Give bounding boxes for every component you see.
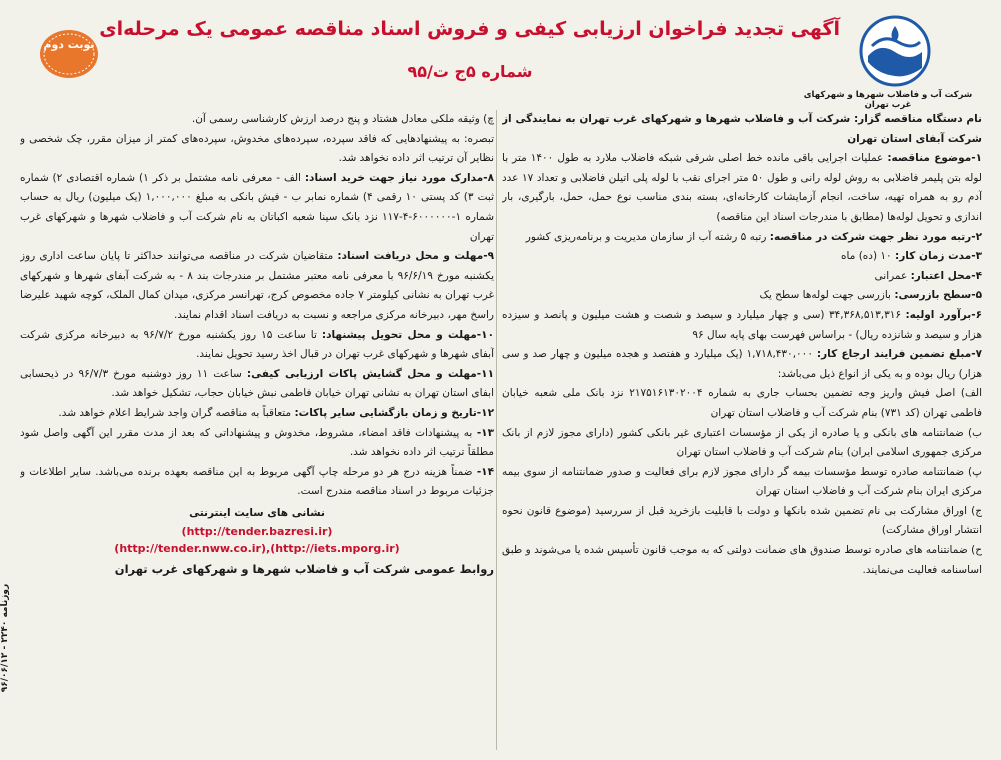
- clause: [20, 130, 494, 169]
- website-link-2[interactable]: (http://tender.nww.co.ir),(http://iets.mporg.ir): [114, 542, 400, 556]
- clause-heading: ۴-محل اعتبار:: [910, 269, 982, 282]
- clause-heading: ۹-مهلت و محل دریافت اسناد:: [337, 250, 494, 263]
- clause-text: ح) ضمانتنامه های صادره توسط صندوق های ضمانت دولتی که به موجب قانون تأسیس شده یا می‌شوند و طبق اساسنامه فعالیت می‌نمایند.: [502, 544, 982, 576]
- clause-text: عمرانی: [874, 269, 908, 282]
- website-link-1[interactable]: (http://tender.bazresi.ir): [181, 525, 333, 539]
- clause-heading: نام دستگاه مناقصه گزار: شرکت آب و فاضلاب شهرها و شهرکهای غرب تهران به نمایندگی از شرکت آبفای استان تهران: [502, 113, 982, 145]
- clause-text: الف) اصل فیش واریز وجه تضمین بحساب جاری به شماره ۲۱۷۵۱۶۱۳۰۲۰۰۴ نزد بانک ملی شعبه خیابان فاطمی تهران (کد ۷۳۱) بنام شرکت آب و فاضلاب استان تهران: [502, 387, 982, 419]
- clause-text: تبصره: به پیشنهادهایی که فاقد سپرده، سپرده‌های مخدوش، سپرده‌های کمتر از میزان مقرر، چک شخصی و نظایر آن ترتیب اثر داده نخواهد شد.: [20, 132, 494, 165]
- clause-text: ضمناً هزینه درج هر دو مرحله چاپ آگهی مربوط به این مناقصه بعهده برنده می‌باشد. سایر اطلاعات و جزئیات مربوط در اسناد مناقصه مندرج است.: [20, 465, 494, 498]
- clause: [20, 169, 494, 247]
- clause-text: به پیشنهادات فاقد امضاء، مشروط، مخدوش و پیشنهاداتی که بعد از مدت مقرر این آگهی واصل شود مطلقاً ترتیب اثر داده نخواهد شد.: [20, 426, 494, 459]
- clause-text: ۱۰ (ده) ماه: [841, 250, 892, 263]
- websites-label: نشانی های سایت اینترنتی: [189, 506, 325, 519]
- clause: [502, 424, 982, 463]
- left-column-items: [20, 110, 494, 502]
- clause: [502, 384, 982, 423]
- clause: [20, 110, 494, 130]
- clause-text: ۳۴,۳۶۸,۵۱۳,۳۱۶ (سی و چهار میلیارد و سیصد و شصت و هشت میلیون و پانصد و سیزده هزار و سیصد و شانزده ریال) - براساس فهرست بهای پایه سال ۹۶: [502, 308, 982, 341]
- logo-caption: شرکت آب و فاضلاب شهرها و شهرکهای غرب تهران: [803, 90, 973, 110]
- clause-text: ۱,۷۱۸,۴۳۰,۰۰۰ (یک میلیارد و هفتصد و هجده میلیون و چهار صد و سی هزار) ریال بوده و به یکی از انواع ذیل می‌باشد:: [502, 348, 982, 380]
- clause-heading: ۱۳-: [476, 426, 494, 439]
- notice-title: آگهی تجدید فراخوان ارزیابی کیفی و فروش اسناد مناقصه عمومی یک مرحله‌ای: [99, 18, 840, 40]
- clause-heading: ۸-مدارک مورد نیاز جهت خرید اسناد:: [304, 171, 494, 184]
- clause: [20, 247, 494, 325]
- websites-block: [20, 504, 494, 558]
- clause-text: عملیات اجرایی باقی مانده خط اصلی شرقی شبکه فاضلاب ملارد به طول ۱۴۰۰ متر با لوله بتن پلیمر فاضلابی به روش لوله رانی و طول ۵۰ متر اجرای نقب با لوله پلی اتیلن فاضلابی و تعداد ۱۷ عدد آدم رو به همراه تهیه، ساخت، انجام آزمایشات کارخانه‌ای، بسته بندی مناسب نوع حمل، حمل، بارگیری، بار اندازی و تحویل لوله‌ها (مطابق با مندرجات اسناد این مناقصه): [502, 152, 982, 223]
- badge-label: نوبت دوم: [43, 38, 95, 51]
- clause-text: پ) ضمانتنامه صادره توسط مؤسسات بیمه گر دارای مجوز لازم برای فعالیت و صدور ضمانتنامه از سوی بیمه مرکزی ایران بنام شرکت آب و فاضلاب استان تهران: [502, 465, 982, 498]
- clause-heading: ۲-رتبه مورد نظر جهت شرکت در مناقصه:: [769, 230, 982, 243]
- clause-heading: ۱۴-: [476, 465, 494, 478]
- clause-heading: ۱۲-تاریخ و زمان بازگشایی سایر پاکات:: [294, 406, 494, 419]
- clause: [502, 247, 982, 267]
- footer-public-relations: روابط عمومی شرکت آب و فاضلاب شهرها و شهرکهای غرب تهران: [114, 562, 494, 577]
- clause: [502, 345, 982, 384]
- clause-heading: ۱۱-مهلت و محل گشایش پاکات ارزیابی کیفی:: [246, 367, 494, 380]
- clause-heading: ۱-موضوع مناقصه:: [887, 152, 982, 165]
- clause: [20, 463, 494, 502]
- side-strip-date: روزنامه ۲۲۴۰ - ۹۶/۰۶/۱۲: [0, 583, 10, 693]
- clause: [502, 267, 982, 287]
- clause: [20, 404, 494, 424]
- clause-text: تا ساعت ۱۵ روز یکشنبه مورخ ۹۶/۷/۲ به دبیرخانه مرکزی شرکت آبفای شهرها و شهرکهای غرب تهران در قبال اخذ رسید تحویل نمایند.: [20, 328, 494, 361]
- clause: [20, 326, 494, 365]
- round-badge-icon: [38, 28, 100, 80]
- clause-heading: ۶-برآورد اولیه:: [905, 308, 982, 321]
- clause: [502, 463, 982, 502]
- clause: [502, 228, 982, 248]
- clause-heading: ۷-مبلغ تضمین فرایند ارجاع کار:: [816, 348, 982, 361]
- clause-text: ساعت ۱۱ روز دوشنبه مورخ ۹۶/۷/۳ در ذیحسابی ابفای استان تهران به نشانی تهران خیابان فاطمی نبش خیابان حجاب، تشکیل خواهد شد.: [20, 367, 494, 400]
- right-column: [502, 110, 982, 758]
- clause-heading: ۵-سطح بازرسی:: [894, 289, 982, 302]
- clause: [20, 365, 494, 404]
- water-company-logo-icon: [850, 12, 940, 90]
- clause-heading: ۱۰-مهلت و محل تحویل پیشنهاد:: [321, 328, 494, 341]
- clause-text: الف - معرفی نامه مشتمل بر ذکر ۱) شماره اقتصادی ۲) شماره ثبت ۳) کد پستی ۱۰ رقمی ۴) شماره نمابر ب - فیش بانکی به مبلغ ۱,۰۰۰,۰۰۰ (یک میلیون) ریال به حساب شماره ۱-۶۰۰۰۰۰۰-۴-۱۱۷ نزد بانک سینا شعبه اکباتان به نام شرکت آب و فاضلاب شهرها و شهرکهای غرب تهران: [20, 171, 494, 243]
- clause: [502, 502, 982, 541]
- clause: [502, 306, 982, 345]
- clause: [502, 541, 982, 580]
- clause-text: رتبه ۵ رشته آب از سازمان مدیریت و برنامه‌ریزی کشور: [525, 230, 767, 243]
- clause: [502, 110, 982, 149]
- clause-text: چ) وثیقه ملکی معادل هشتاد و پنج درصد ارزش کارشناسی رسمی آن.: [191, 113, 494, 125]
- clause: [502, 286, 982, 306]
- clause: [20, 424, 494, 463]
- clause: [502, 149, 982, 227]
- clause-text: متعاقباً به مناقصه گران واجد شرایط اعلام خواهد شد.: [58, 406, 292, 419]
- clause-heading: ۳-مدت زمان کار:: [895, 250, 982, 263]
- clause-text: ج) اوراق مشارکت بی نام تضمین شده بانکها و دولت با قابلیت بازخرید قبل از سررسید (موضوع قانون نحوه انتشار اوراق مشارکت): [502, 504, 982, 537]
- header: [0, 0, 1001, 110]
- left-column: [20, 110, 494, 758]
- column-divider: [496, 110, 497, 750]
- clause-text: ب) ضمانتنامه های بانکی و یا صادره از یکی از مؤسسات اعتباری غیر بانکی کشور (دارای مجوز لازم از بانک مرکزی جمهوری اسلامی ایران) بنام شرکت آب و فاضلاب استان تهران: [502, 426, 982, 459]
- notice-number: شماره ۵ج ت/۹۵: [407, 62, 533, 81]
- clause-text: متقاضیان شرکت در مناقصه می‌توانند حداکثر تا پایان ساعت اداری روز یکشنبه مورخ ۹۶/۶/۱۹ با معرفی نامه معتبر مشتمل بر مندرجات بند ۸ - به شرکت آبفای شهرها و شهرکهای غرب تهران به نشانی کیلومتر ۷ جاده مخصوص کرج، تهرانسر مرکزی، میدان کمال الملک، کوچه شهید علیرضا راسخ مهر، دبیرخانه مرکزی مراجعه و نسبت به دریافت اسناد اقدام نمایند.: [20, 250, 494, 321]
- clause-text: بازرسی جهت لوله‌ها سطح یک: [759, 289, 891, 302]
